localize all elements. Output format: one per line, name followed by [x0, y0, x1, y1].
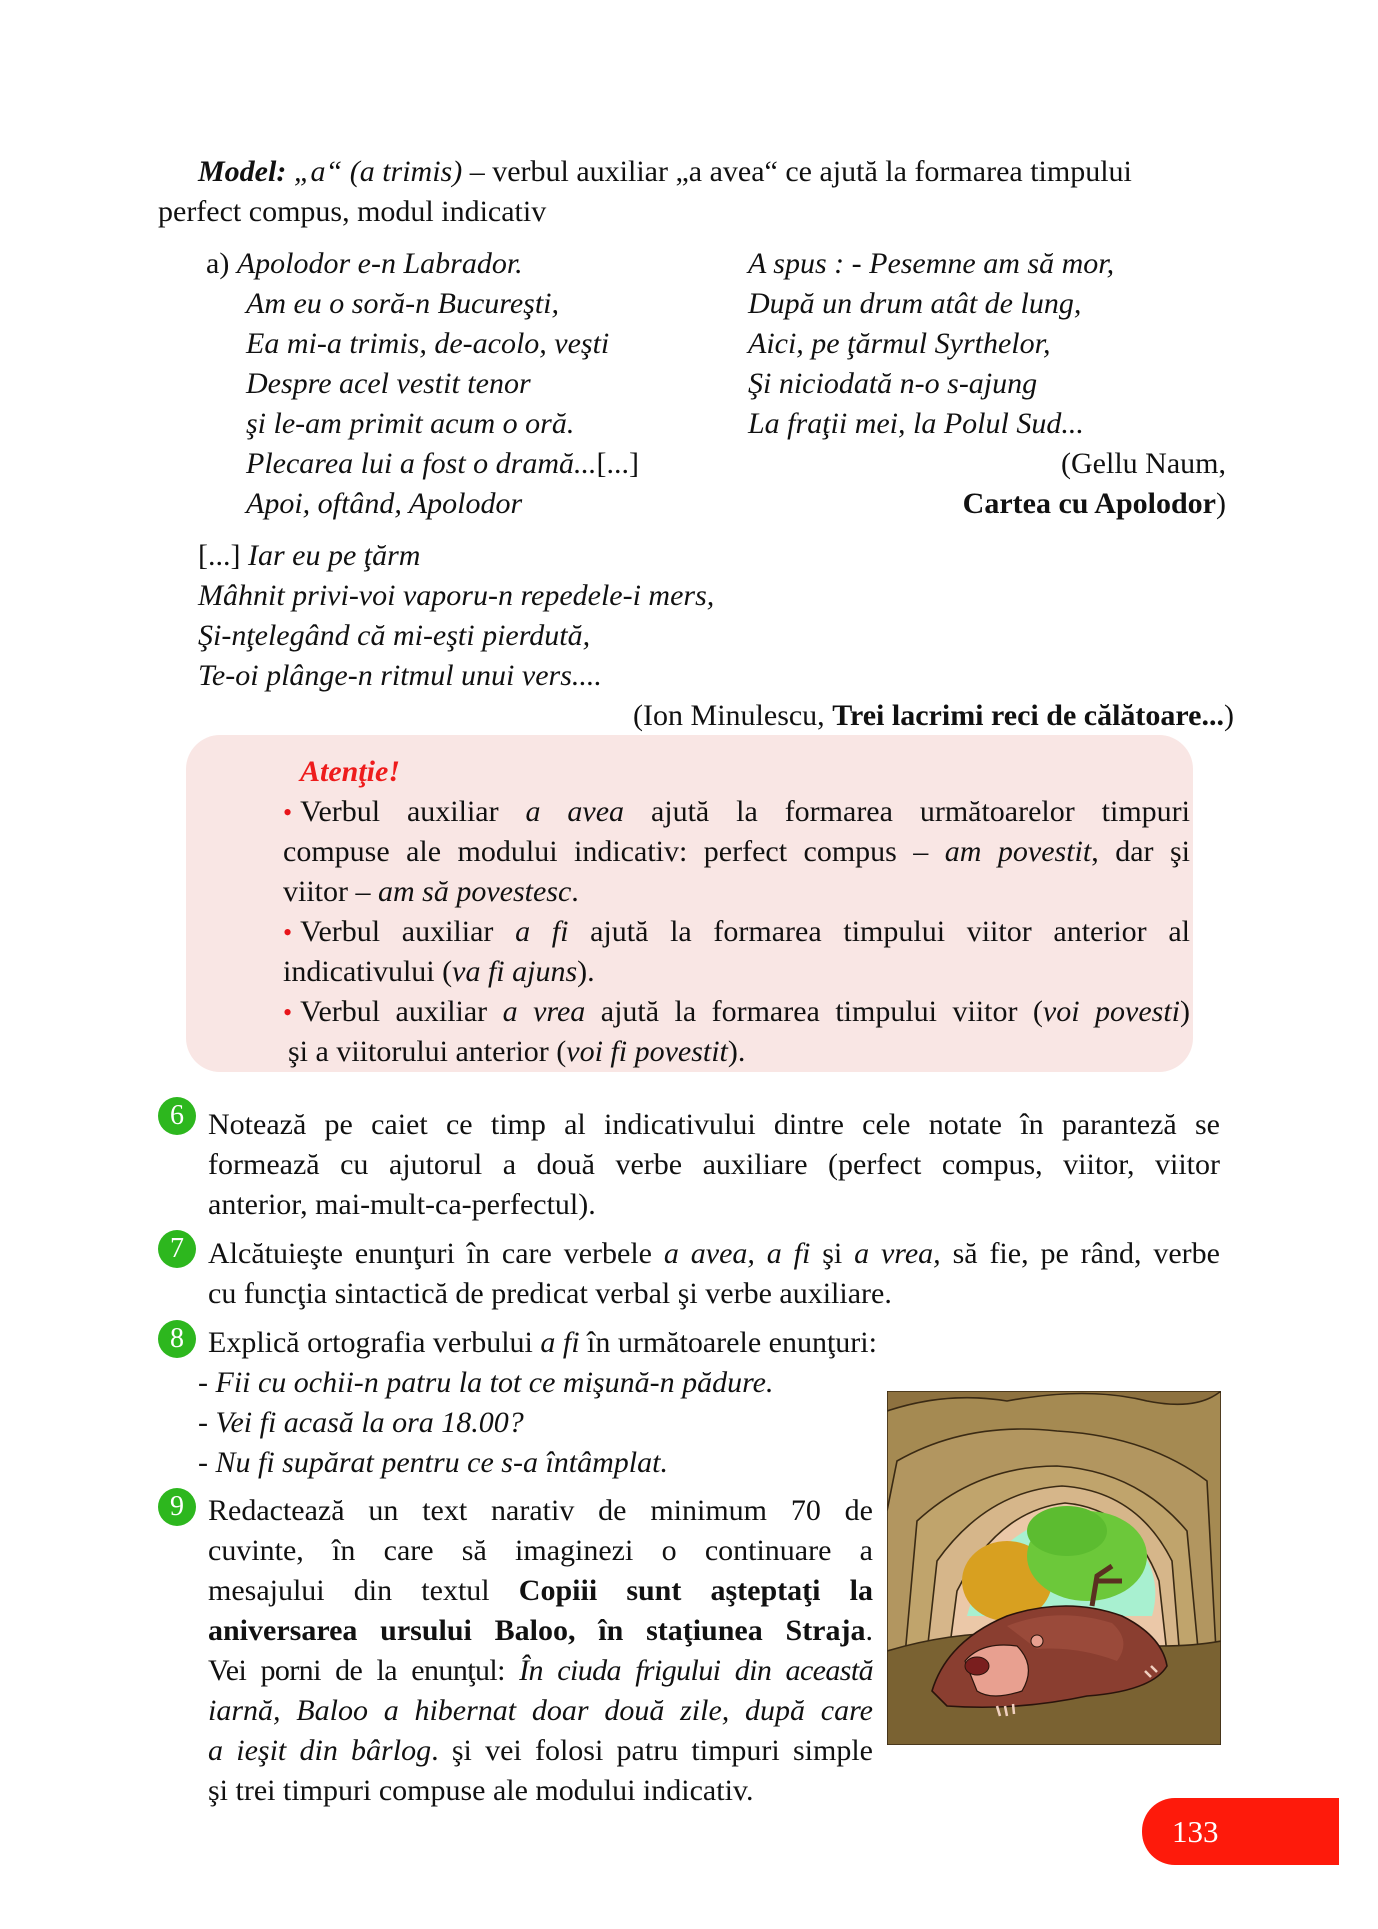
- bear-cave-image: [887, 1391, 1221, 1745]
- text-italic: a vrea,: [854, 1237, 941, 1270]
- poem-line-text: Plecarea lui a fost o dramă...: [246, 447, 597, 480]
- bear-cave-illustration: [887, 1391, 1221, 1745]
- text: .: [571, 875, 579, 908]
- poem-line: Şi niciodată n-o s-ajung: [748, 367, 1038, 400]
- poem-line: [206, 244, 523, 284]
- attention-bullet-3-line-1: [283, 992, 1190, 1033]
- text: . şi vei folosi patru timpuri simple: [431, 1734, 873, 1767]
- text: să fie, pe rând, verbe: [940, 1237, 1220, 1270]
- text: viitor –: [283, 875, 378, 908]
- omission-bracket: [...]: [198, 539, 248, 572]
- text-italic: am să povestesc: [378, 875, 572, 908]
- text: ).: [727, 1035, 746, 1068]
- text: , dar şi: [1091, 835, 1190, 868]
- poem-line: [246, 284, 559, 324]
- text: Verbul auxiliar: [300, 915, 516, 948]
- exercise-7-text: [208, 1234, 1220, 1274]
- model-explanation: – verbul auxiliar „a avea“ ce ajută la formarea timpului: [462, 155, 1132, 188]
- poem-line: Aici, pe ţărmul Syrthelor,: [748, 327, 1051, 360]
- text: Alcătuieşte enunţuri în care verbele: [208, 1237, 664, 1270]
- text: .: [865, 1614, 873, 1647]
- citation-title: Trei lacrimi reci de călătoare...: [832, 699, 1224, 732]
- poem-line: Te-oi plânge-n ritmul unui vers....: [198, 659, 602, 692]
- omission-bracket: [...]: [596, 447, 640, 480]
- exercise-9-text: [208, 1731, 873, 1771]
- text: indicativului (: [283, 955, 453, 988]
- attention-bullet-1-line-1: [283, 792, 1190, 833]
- text: mesajului din textul: [208, 1574, 519, 1607]
- example-sentence: - Vei fi acasă la ora 18.00?: [198, 1406, 524, 1439]
- attention-bullet-2-line-1: [283, 912, 1190, 953]
- text: compuse ale modului indicativ: perfect compus –: [283, 835, 945, 868]
- poem-line: A spus : - Pesemne am să mor,: [748, 247, 1115, 280]
- exercise-9-text: [208, 1611, 873, 1651]
- text: ajută la formarea timpului viitor (: [585, 995, 1043, 1028]
- citation-title: Cartea cu Apolodor: [962, 487, 1216, 520]
- bullet-icon: •: [283, 798, 293, 827]
- exercise-number-badge: 6: [158, 1097, 196, 1135]
- exercise-6-text: Notează pe caiet ce timp al indicativului dintre cele notate în paranteză se: [208, 1108, 1220, 1141]
- poem-line-text: Apoi, oftând, Apolodor: [246, 487, 523, 520]
- exercise-6-text: formează cu ajutorul a două verbe auxiliare (perfect compus, viitor, viitor: [208, 1148, 1220, 1181]
- text-bold: aniversarea ursului Baloo, în staţiunea Straja: [208, 1614, 866, 1647]
- poem-line: [246, 324, 609, 364]
- attention-bullet-1-line-2: [283, 832, 1190, 872]
- page-number: 133: [1172, 1814, 1219, 1849]
- text: în următoarele enunţuri:: [579, 1326, 877, 1359]
- poem-line-text: Despre acel vestit tenor: [246, 367, 531, 400]
- model-label: Model:: [198, 155, 287, 188]
- example-sentence: - Nu fi supărat pentru ce s-a întâmplat.: [198, 1446, 668, 1479]
- text-italic: va fi ajuns: [452, 955, 578, 988]
- poem-line: Mâhnit privi-voi vaporu-n repedele-i mers,: [198, 579, 715, 612]
- exercise-9-text: şi trei timpuri compuse ale modului indicativ.: [208, 1774, 754, 1807]
- exercise-9-text: [208, 1651, 873, 1691]
- exercise-9-text: Redactează un text narativ de minimum 70 de: [208, 1494, 873, 1527]
- example-sentence: - Fii cu ochii-n patru la tot ce mişună-n pădure.: [198, 1366, 774, 1399]
- bullet-icon: •: [283, 998, 293, 1027]
- poem-line: [246, 484, 522, 524]
- attention-bullet-1-line-3: [283, 872, 1190, 912]
- exercise-7-text: cu funcţia sintactică de predicat verbal şi verbe auxiliare.: [208, 1277, 892, 1310]
- exercise-9-text: cuvinte, în care să imaginezi o continuare a: [208, 1534, 873, 1567]
- exercise-9-text: [208, 1571, 873, 1611]
- model-intro-line: [198, 152, 1220, 192]
- text: şi a viitorului anterior (: [288, 1035, 567, 1068]
- text: Explică ortografia verbului: [208, 1326, 541, 1359]
- model-intro-line-2: perfect compus, modul indicativ: [158, 195, 547, 228]
- citation-close: ): [1224, 699, 1234, 732]
- citation-line: [400, 696, 1234, 736]
- poem-line-text: şi le-am primit acum o oră.: [246, 407, 575, 440]
- text: ).: [577, 955, 595, 988]
- exercise-8-text: [208, 1323, 877, 1363]
- text-italic: am povestit: [944, 835, 1092, 868]
- text-italic: a fi: [515, 915, 569, 948]
- text: ): [1180, 995, 1190, 1028]
- text-italic: În ciuda frigului din această: [519, 1654, 873, 1687]
- exercise-number-badge: 9: [158, 1488, 196, 1526]
- text-italic: a avea: [525, 795, 625, 828]
- text-italic: a ieşit din bârlog: [208, 1734, 432, 1767]
- model-quote: „a“ (a trimis): [286, 155, 463, 188]
- attention-bullet-3-line-2: [288, 1032, 1195, 1072]
- text-italic: a fi: [540, 1326, 580, 1359]
- poem-line: [246, 444, 639, 484]
- text-italic: voi fi povestit: [566, 1035, 728, 1068]
- poem-line-text: Apolodor e-n Labrador.: [236, 247, 523, 280]
- attention-bullet-2-line-2: [283, 952, 1190, 992]
- poem-line: [246, 364, 531, 404]
- exercise-number-badge: 8: [158, 1320, 196, 1358]
- text-bold: Copiii sunt aşteptaţi la: [518, 1574, 873, 1607]
- text: Verbul auxiliar: [300, 995, 503, 1028]
- poem-line-text: Am eu o soră-n Bucureşti,: [246, 287, 560, 320]
- poem-line-text: Ea mi-a trimis, de-acolo, veşti: [246, 327, 610, 360]
- citation-close: ): [1216, 487, 1226, 520]
- poem-line: La fraţii mei, la Polul Sud...: [748, 407, 1084, 440]
- poem-line: [198, 536, 420, 576]
- text: Verbul auxiliar: [300, 795, 526, 828]
- exercise-9-text: iarnă, Baloo a hibernat doar două zile, după care: [208, 1694, 873, 1727]
- text: şi: [810, 1237, 855, 1270]
- attention-title: Atenţie!: [300, 755, 401, 788]
- text-italic: a avea, a fi: [663, 1237, 811, 1270]
- poem-line: Şi-nţelegând că mi-eşti pierdută,: [198, 619, 591, 652]
- citation-author: (Ion Minulescu,: [633, 699, 833, 732]
- poem-line-text: Iar eu pe ţărm: [247, 539, 421, 572]
- bullet-icon: •: [283, 918, 293, 947]
- exercise-6-text: anterior, mai-mult-ca-perfectul).: [208, 1188, 596, 1221]
- text-italic: voi povesti: [1042, 995, 1180, 1028]
- text: ajută la formarea timpului viitor anterior al: [568, 915, 1190, 948]
- page-number-badge: [1142, 1798, 1339, 1865]
- item-marker: a): [206, 247, 237, 280]
- text: ajută la formarea următoarelor timpuri: [624, 795, 1190, 828]
- poem-line: [246, 404, 574, 444]
- citation-title-line: [748, 484, 1226, 524]
- citation-author: (Gellu Naum,: [1061, 447, 1226, 480]
- exercise-number-badge: 7: [158, 1230, 196, 1268]
- poem-line: După un drum atât de lung,: [748, 287, 1082, 320]
- text: Vei porni de la enunţul:: [208, 1654, 520, 1687]
- text-italic: a vrea: [502, 995, 586, 1028]
